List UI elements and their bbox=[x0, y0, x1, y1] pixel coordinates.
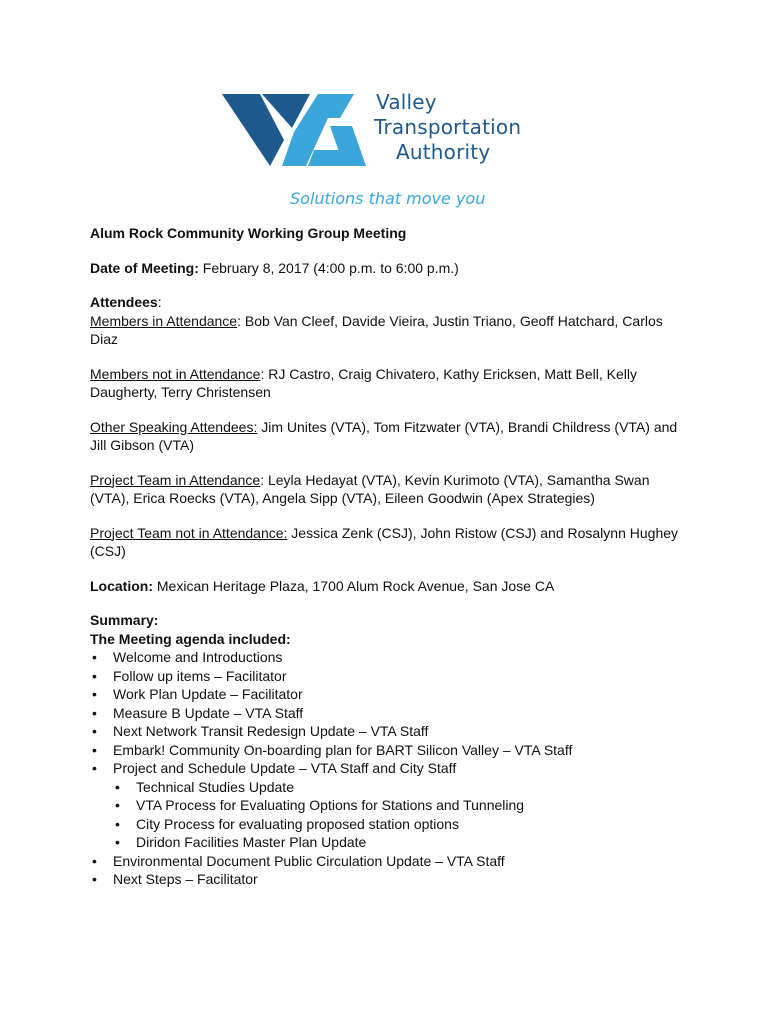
list-item: • Welcome and Introductions bbox=[90, 648, 690, 667]
logo-line-valley: Valley bbox=[376, 90, 437, 114]
list-item: • Next Steps – Facilitator bbox=[90, 870, 690, 889]
absent-label: Members not in Attendance bbox=[90, 365, 261, 382]
team-absent-label: Project Team not in Attendance: bbox=[90, 524, 288, 541]
sub-list-item: • Diridon Facilities Master Plan Update bbox=[113, 833, 690, 852]
logo-line-transportation: Transportation bbox=[374, 115, 522, 139]
list-item-with-subitems bbox=[90, 759, 690, 852]
project-team-in-attendance bbox=[90, 471, 690, 508]
members-in-attendance bbox=[90, 312, 690, 349]
team-value: : Leyla Hedayat (VTA), Kevin Kurimoto (VTA), Samantha Swan (VTA), Erica Roecks (VTA), Angela Sipp (VTA), Eileen Goodwin (Apex Strategies) bbox=[90, 471, 650, 506]
sub-list-item: • Technical Studies Update bbox=[113, 778, 690, 797]
members-not-in-attendance bbox=[90, 365, 690, 402]
date-label: Date of Meeting: bbox=[90, 259, 199, 276]
list-item: • Measure B Update – VTA Staff bbox=[90, 704, 690, 723]
location-label: Location: bbox=[90, 577, 153, 594]
logo-line-authority: Authority bbox=[396, 140, 491, 164]
speaking-value: Jim Unites (VTA), Tom Fitzwater (VTA), Brandi Childress (VTA) and Jill Gibson (VTA) bbox=[90, 418, 678, 453]
list-item-label: Project and Schedule Update – VTA Staff and City Staff bbox=[113, 760, 457, 776]
attendees-colon: : bbox=[157, 294, 162, 310]
agenda-sublist bbox=[113, 778, 690, 852]
list-item: • Next Network Transit Redesign Update – VTA Staff bbox=[90, 722, 690, 741]
vta-logo-mark bbox=[222, 88, 382, 168]
team-label: Project Team in Attendance bbox=[90, 471, 261, 488]
list-item: • Environmental Document Public Circulation Update – VTA Staff bbox=[90, 852, 690, 871]
list-item: • Embark! Community On-boarding plan for BART Silicon Valley – VTA Staff bbox=[90, 741, 690, 760]
sub-list-item: • VTA Process for Evaluating Options for Stations and Tunneling bbox=[113, 796, 690, 815]
attendees-label: Attendees bbox=[90, 294, 158, 310]
team-absent-value: Jessica Zenk (CSJ), John Ristow (CSJ) and Rosalynn Hughey (CSJ) bbox=[90, 524, 679, 559]
logo-tagline: Solutions that move you bbox=[290, 189, 486, 208]
project-team-not-in-attendance bbox=[90, 524, 690, 561]
absent-value: : RJ Castro, Craig Chivatero, Kathy Ericksen, Matt Bell, Kelly Daugherty, Terry Christensen bbox=[90, 365, 638, 400]
date-value: February 8, 2017 (4:00 p.m. to 6:00 p.m.) bbox=[198, 259, 459, 276]
agenda-list bbox=[90, 648, 690, 889]
meeting-location bbox=[90, 577, 690, 596]
meeting-minutes bbox=[90, 224, 690, 889]
sub-list-item: • City Process for evaluating proposed station options bbox=[113, 815, 690, 834]
other-speaking-attendees bbox=[90, 418, 690, 455]
members-value: : Bob Van Cleef, Davide Vieira, Justin Triano, Geoff Hatchard, Carlos Diaz bbox=[90, 312, 663, 347]
attendees-heading bbox=[90, 293, 690, 312]
summary-heading: Summary: bbox=[90, 612, 159, 628]
vta-logo-wordmark bbox=[374, 90, 521, 165]
list-item: • Follow up items – Facilitator bbox=[90, 667, 690, 686]
location-value: Mexican Heritage Plaza, 1700 Alum Rock Avenue, San Jose CA bbox=[153, 577, 555, 594]
members-label: Members in Attendance bbox=[90, 312, 238, 329]
agenda-heading: The Meeting agenda included: bbox=[90, 630, 291, 647]
speaking-label: Other Speaking Attendees: bbox=[90, 418, 258, 435]
vta-logo bbox=[222, 88, 552, 216]
meeting-title: Alum Rock Community Working Group Meeting bbox=[90, 225, 407, 241]
list-item: • Work Plan Update – Facilitator bbox=[90, 685, 690, 704]
meeting-date bbox=[90, 259, 690, 278]
